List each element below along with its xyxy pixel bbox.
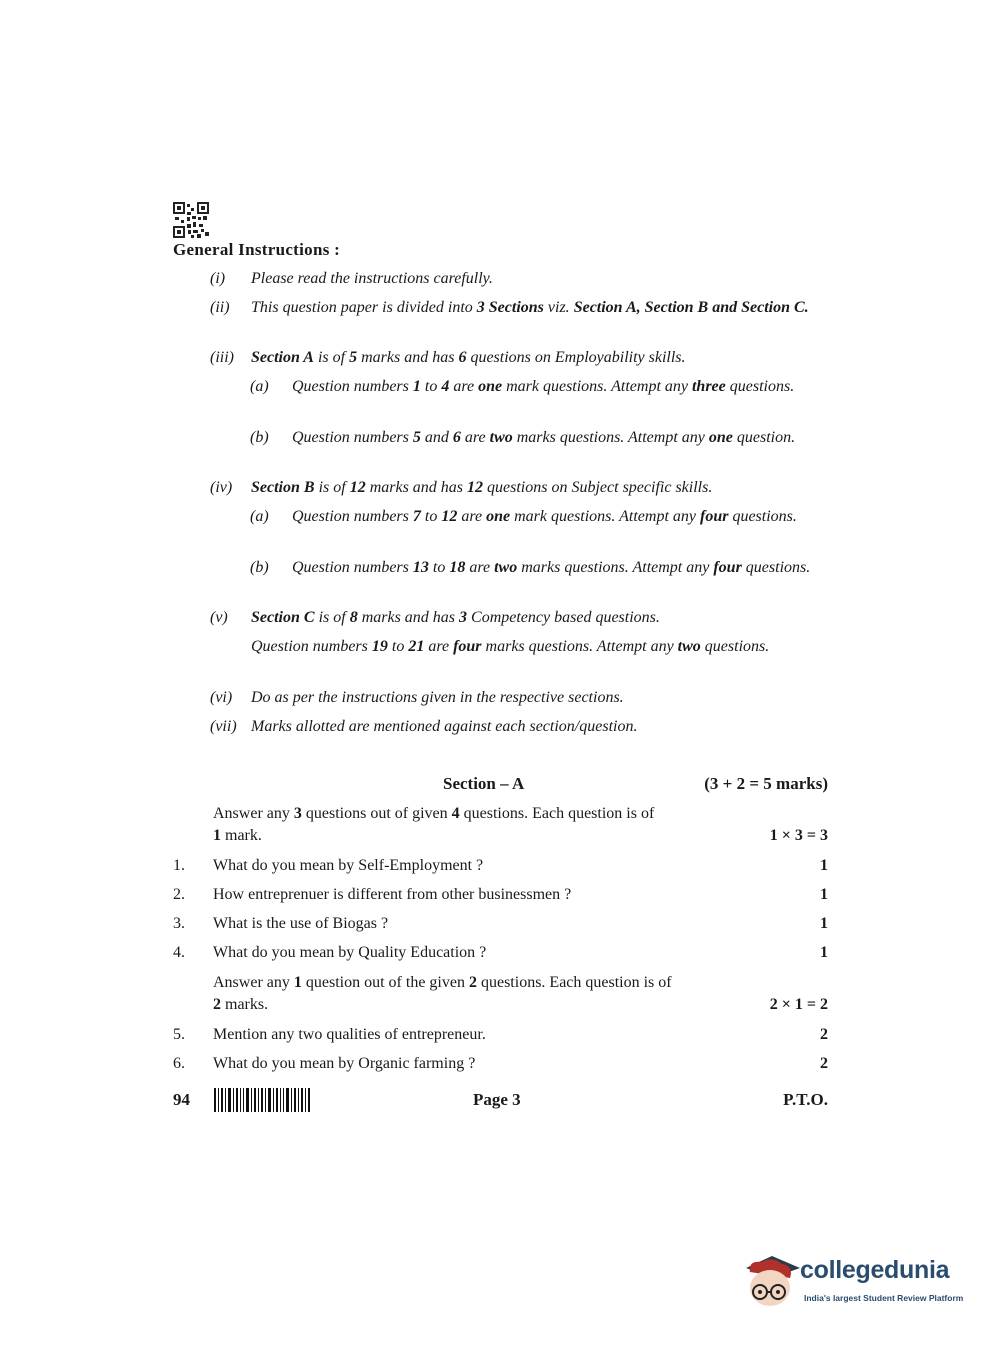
logo-name: collegedunia [800,1256,950,1284]
collegedunia-logo [742,1248,972,1318]
instruction-iii [210,347,817,369]
general-instructions-title: General Instructions : [173,240,341,259]
question-text: What do you mean by Organic farming ? [213,1055,476,1072]
instruction-vi [210,687,817,709]
question-number: 2. [173,886,185,903]
instruction-number: (v) [210,609,228,626]
instruction-number: (i) [210,270,226,287]
instruction-text: Section B is of 12 marks and has 12 questions on Subject specific skills. [251,479,713,496]
instruction-number: (iii) [210,349,234,366]
question-text: Mention any two qualities of entrepreneur. [213,1026,486,1043]
marks-calculation: 1 × 3 = 3 [769,827,828,844]
question-marks: 2 [820,1055,828,1072]
paper-code: 94 [173,1090,190,1109]
barcode-image [214,1088,310,1112]
question-text: How entreprenuer is different from other businessmen ? [213,886,572,903]
instruction-text: Do as per the instructions given in the respective sections. [251,689,624,706]
instruction-number: (ii) [210,299,230,316]
instruction-text: Marks allotted are mentioned against each section/question. [251,718,638,735]
section-a-instruction-2: Answer any 1 question out of the given 2 questions. Each question is of 2 marks. 2 × 1 = 2 [213,972,828,1016]
question-number: 1. [173,857,185,874]
question-number: 3. [173,915,185,932]
logo-tagline: India's largest Student Review Platform [804,1293,964,1303]
question-marks: 1 [820,915,828,932]
instruction-ii [210,297,817,319]
question-marks: 1 [820,857,828,874]
qr-code-image [173,202,209,238]
section-a-instruction-1: Answer any 3 questions out of given 4 questions. Each question is of 1 mark. 1 × 3 = 3 [213,803,828,847]
instruction-number: (vi) [210,689,233,706]
instruction-text: Please read the instructions carefully. [251,270,493,287]
question-number: 6. [173,1055,185,1072]
instruction-text: This question paper is divided into 3 Sections viz. Section A, Section B and Section C. [251,299,809,316]
instruction-i [210,268,817,290]
mascot-icon [742,1248,802,1318]
instruction-v-detail: Question numbers 19 to 21 are four marks questions. Attempt any two questions. [251,638,770,655]
instruction-number: (vii) [210,718,237,735]
instruction-vii [210,716,817,738]
sub-instruction-iv-b: (b) Question numbers 13 to 18 are two marks questions. Attempt any four questions. [250,559,811,576]
question-marks: 2 [820,1026,828,1043]
question-text: What do you mean by Self-Employment ? [213,857,484,874]
question-marks: 1 [820,886,828,903]
instruction-text: Section A is of 5 marks and has 6 questions on Employability skills. [251,349,686,366]
question-number: 5. [173,1026,185,1043]
question-text: What do you mean by Quality Education ? [213,944,487,961]
instruction-number: (iv) [210,479,233,496]
section-a-marks: (3 + 2 = 5 marks) [704,774,828,793]
instruction-v [210,607,817,629]
sub-instruction-iii-b: (b) Question numbers 5 and 6 are two marks questions. Attempt any one question. [250,429,796,446]
sub-instruction-iii-a: (a) Question numbers 1 to 4 are one mark questions. Attempt any three questions. [250,378,795,395]
question-number: 4. [173,944,185,961]
section-a-title: Section – A [443,774,525,793]
question-text: What is the use of Biogas ? [213,915,389,932]
sub-instruction-iv-a: (a) Question numbers 7 to 12 are one mark questions. Attempt any four questions. [250,508,797,525]
page-number: Page 3 [473,1090,521,1109]
marks-calculation: 2 × 1 = 2 [769,996,828,1013]
question-marks: 1 [820,944,828,961]
instruction-iv [210,477,817,499]
pto-label: P.T.O. [783,1090,828,1109]
instruction-text: Section C is of 8 marks and has 3 Competency based questions. [251,609,660,626]
